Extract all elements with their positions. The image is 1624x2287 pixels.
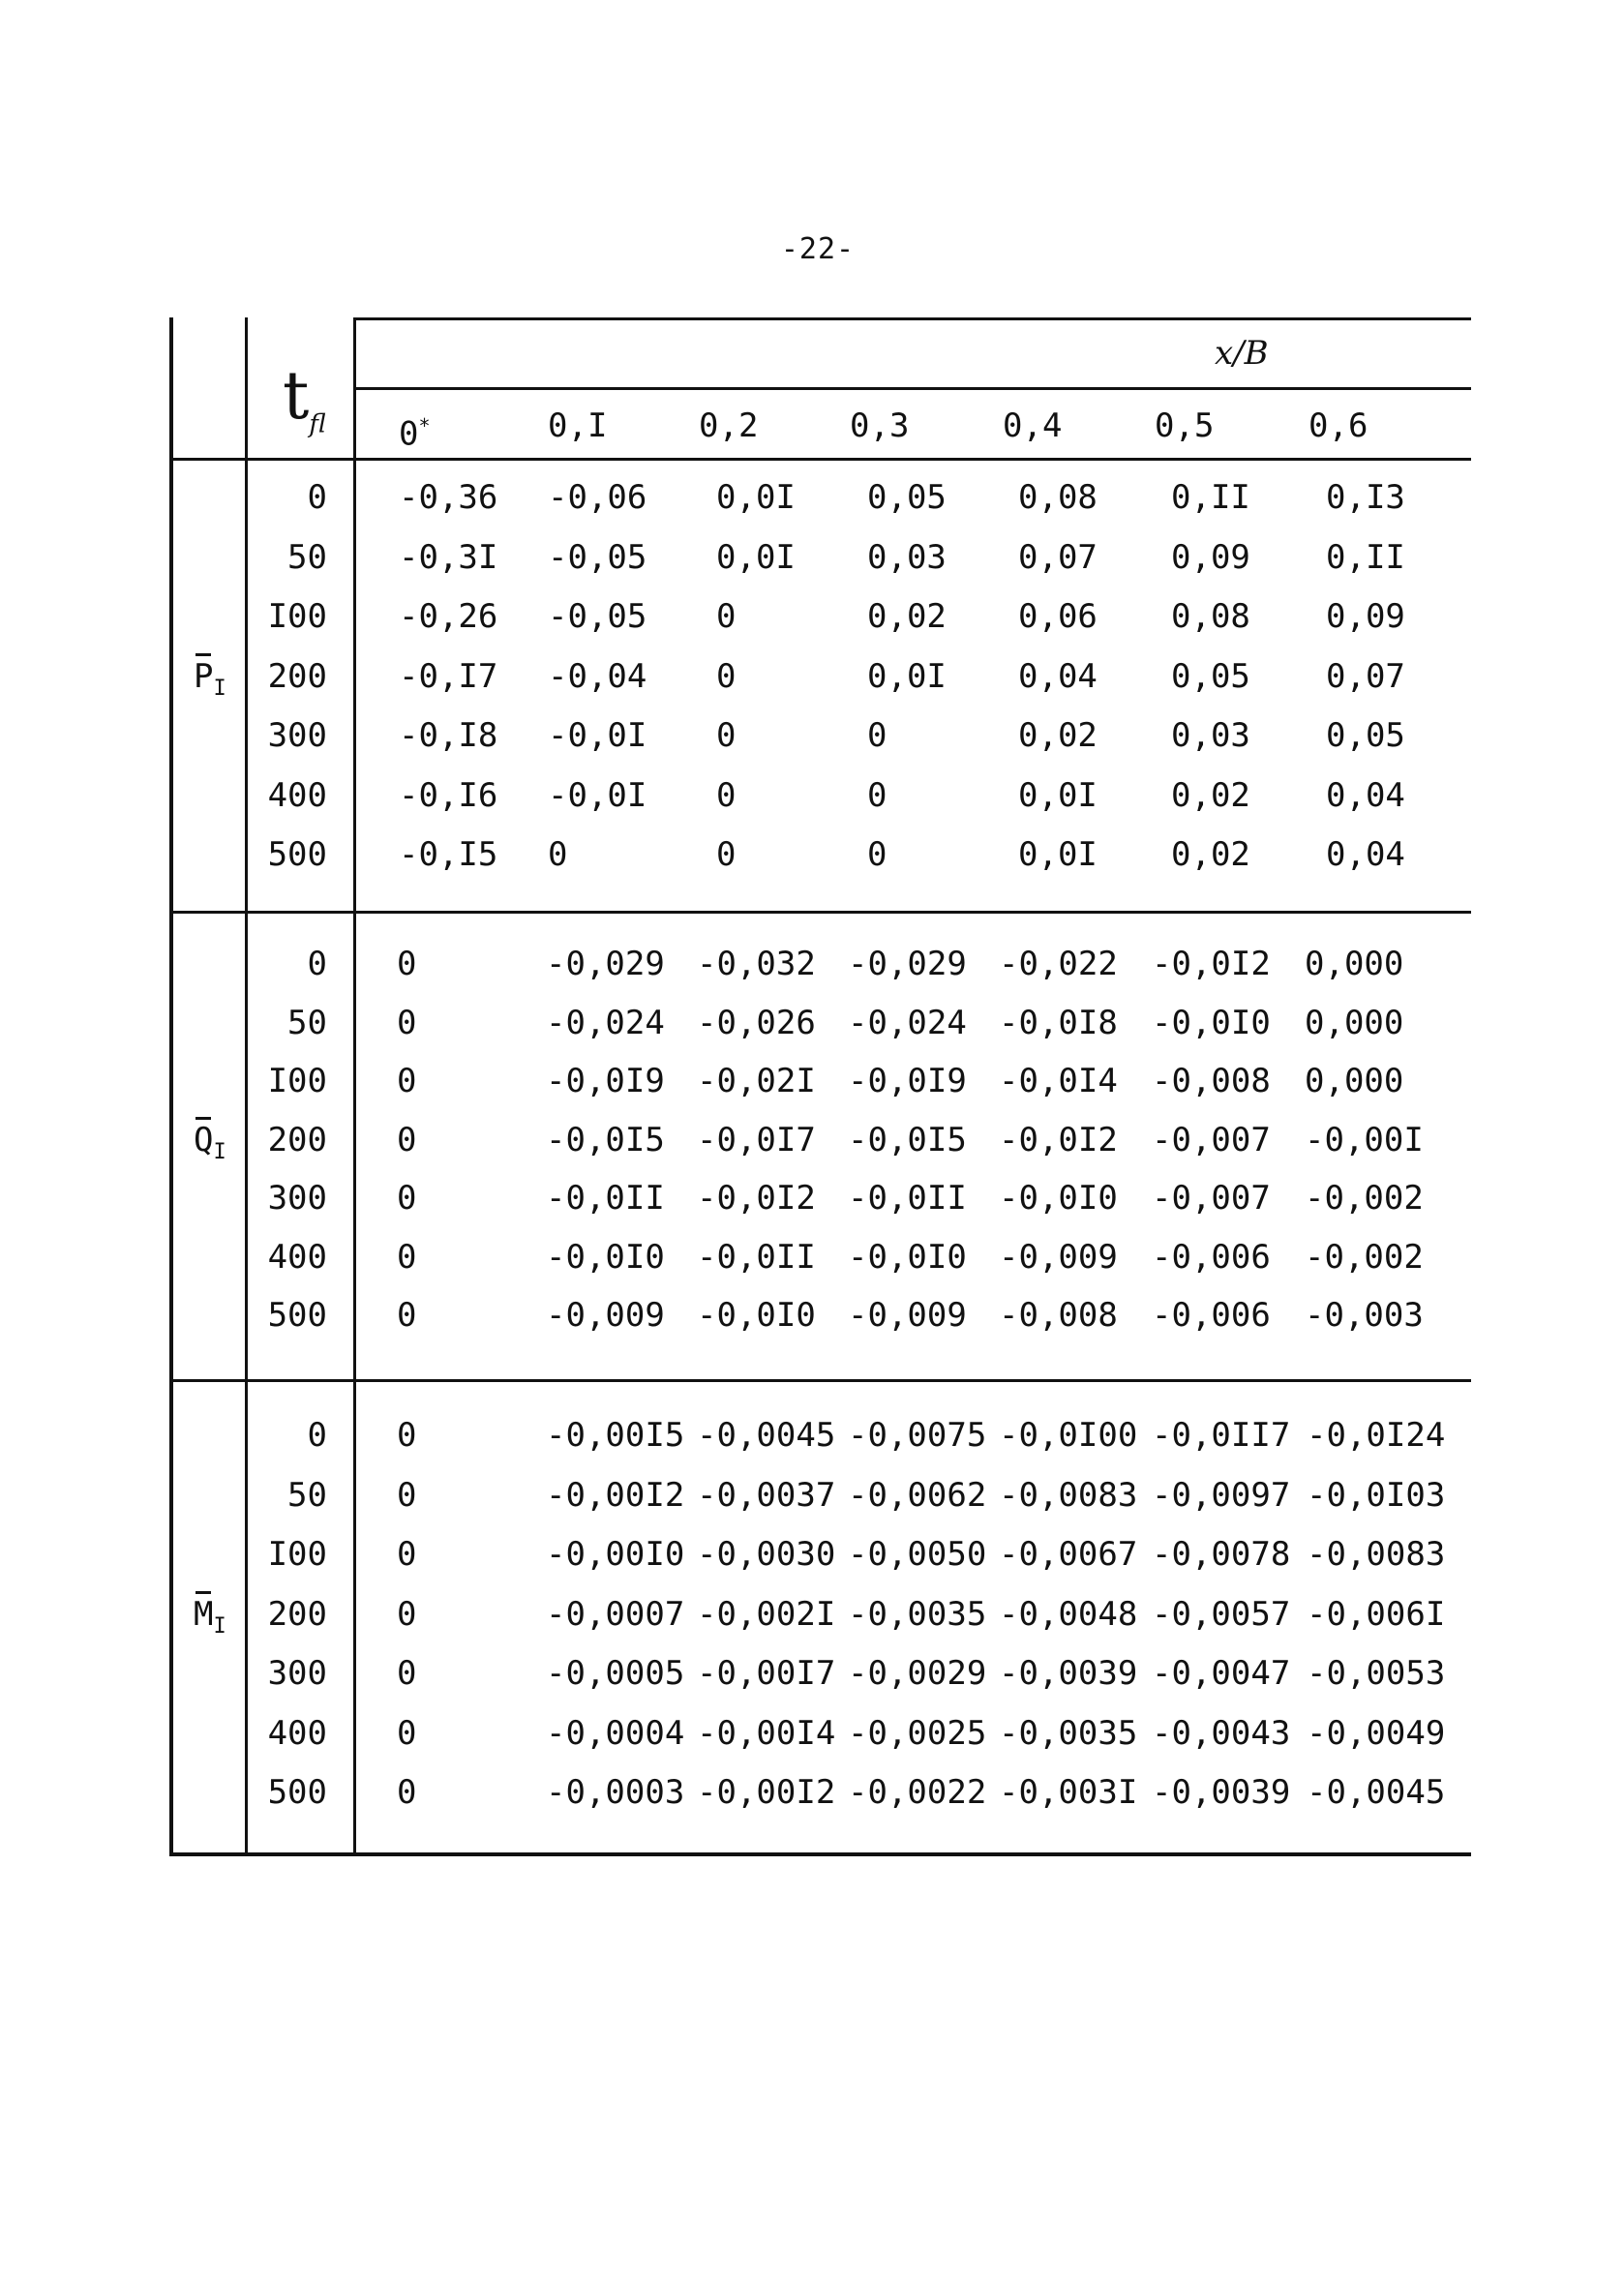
value-cell: -0,0I0: [1152, 1003, 1271, 1042]
value-cell: -0,3I: [399, 537, 498, 577]
value-cell: 0,0I: [716, 537, 796, 577]
value-cell: -0,0097: [1152, 1475, 1291, 1515]
value-cell: -0,0I0: [999, 1179, 1118, 1218]
value-cell: 0: [716, 597, 737, 636]
column-header: 0,5: [1155, 406, 1215, 445]
value-cell: 0,04: [1326, 835, 1405, 874]
value-cell: 0,II: [1171, 478, 1250, 517]
value-cell: -0,0048: [999, 1594, 1138, 1634]
value-cell: 0,000: [1305, 1062, 1404, 1100]
value-cell: -0,0I0: [697, 1296, 816, 1335]
value-cell: -0,003: [1305, 1296, 1424, 1335]
value-cell: 0: [867, 775, 887, 815]
value-cell: -0,032: [697, 945, 816, 983]
value-cell: -0,0078: [1152, 1535, 1291, 1574]
column-header: 0,3: [850, 406, 910, 445]
temperature-cell: 0: [307, 1416, 327, 1455]
table-left-border: [169, 317, 173, 1854]
value-cell: -0,0004: [546, 1713, 685, 1753]
value-cell: 0,07: [1326, 656, 1405, 696]
value-cell: 0: [548, 835, 568, 874]
value-cell: 0: [397, 1062, 417, 1100]
value-cell: 0: [397, 1003, 417, 1042]
value-cell: -0,0II: [848, 1179, 967, 1218]
column-header: 0,I: [548, 406, 608, 445]
value-cell: -0,0I: [548, 716, 647, 755]
value-cell: 0,0I: [1018, 775, 1098, 815]
value-cell: -0,26: [399, 597, 498, 636]
value-cell: -0,0I2: [999, 1120, 1118, 1159]
value-cell: -0,006I: [1307, 1594, 1446, 1634]
value-cell: -0,0005: [546, 1654, 685, 1693]
temperature-cell: I00: [267, 1062, 327, 1100]
value-cell: 0,000: [1305, 945, 1404, 983]
value-cell: 0: [867, 716, 887, 755]
value-cell: -0,008: [1152, 1062, 1271, 1100]
value-cell: -0,009: [848, 1296, 967, 1335]
value-cell: 0: [716, 775, 737, 815]
value-cell: -0,0045: [1307, 1773, 1446, 1812]
value-cell: -0,0075: [848, 1416, 987, 1455]
value-cell: -0,04: [548, 656, 647, 696]
temperature-cell: 50: [287, 537, 327, 577]
value-cell: 0: [397, 1773, 417, 1812]
value-cell: -0,0030: [697, 1535, 836, 1574]
value-cell: -0,006: [1152, 1237, 1271, 1277]
value-cell: -0,00I4: [697, 1713, 836, 1753]
value-cell: -0,007: [1152, 1179, 1271, 1218]
value-cell: -0,0II7: [1152, 1416, 1291, 1455]
group-label-m: $M_I$: [194, 1594, 226, 1639]
value-cell: -0,0I8: [999, 1003, 1118, 1042]
temperature-cell: 500: [267, 1773, 327, 1812]
value-cell: -0,0022: [848, 1773, 987, 1812]
value-cell: -0,00I2: [697, 1773, 836, 1812]
value-cell: -0,026: [697, 1003, 816, 1042]
temperature-cell: 50: [287, 1475, 327, 1515]
temperature-cell: 300: [267, 1654, 327, 1693]
value-cell: 0,02: [1171, 835, 1250, 874]
value-cell: -0,I5: [399, 835, 498, 874]
value-cell: 0: [716, 716, 737, 755]
header-subdivider: [356, 387, 1471, 390]
group-separator: [172, 1379, 1471, 1382]
page-number: -22-: [780, 232, 856, 266]
value-cell: 0,000: [1305, 1003, 1404, 1042]
temperature-cell: 300: [267, 1179, 327, 1218]
value-cell: -0,0I03: [1307, 1475, 1446, 1515]
value-cell: 0: [397, 1120, 417, 1159]
table-bottom-border: [169, 1852, 1471, 1856]
value-cell: 0,07: [1018, 537, 1098, 577]
value-cell: -0,007: [1152, 1120, 1271, 1159]
value-cell: -0,029: [848, 945, 967, 983]
x-over-b-header: x/B: [1215, 334, 1269, 373]
value-cell: 0: [397, 1296, 417, 1335]
value-cell: -0,009: [546, 1296, 665, 1335]
value-cell: -0,002: [1305, 1179, 1424, 1218]
value-cell: -0,0I5: [546, 1120, 665, 1159]
value-cell: -0,003I: [999, 1773, 1138, 1812]
temperature-cell: 400: [267, 1237, 327, 1277]
temperature-cell: 300: [267, 716, 327, 755]
value-cell: -0,02I: [697, 1062, 816, 1100]
temperature-cell: 500: [267, 1296, 327, 1335]
value-cell: -0,00I0: [546, 1535, 685, 1574]
value-cell: 0: [397, 1416, 417, 1455]
value-cell: 0,06: [1018, 597, 1098, 636]
value-cell: -0,0I24: [1307, 1416, 1446, 1455]
value-cell: 0: [867, 835, 887, 874]
temperature-cell: 400: [267, 775, 327, 815]
value-cell: -0,0062: [848, 1475, 987, 1515]
value-cell: -0,0039: [1152, 1773, 1291, 1812]
value-cell: -0,0I00: [999, 1416, 1138, 1455]
value-cell: -0,002I: [697, 1594, 836, 1634]
value-cell: -0,0067: [999, 1535, 1138, 1574]
value-cell: -0,0037: [697, 1475, 836, 1515]
value-cell: -0,008: [999, 1296, 1118, 1335]
value-cell: 0,05: [1326, 716, 1405, 755]
value-cell: -0,029: [546, 945, 665, 983]
value-cell: -0,0I2: [1152, 945, 1271, 983]
value-cell: -0,0043: [1152, 1713, 1291, 1753]
value-cell: -0,0050: [848, 1535, 987, 1574]
group-separator: [172, 911, 1471, 914]
value-cell: 0,0I: [1018, 835, 1098, 874]
value-cell: -0,36: [399, 478, 498, 517]
value-cell: 0,04: [1326, 775, 1405, 815]
column-header: 0*: [399, 414, 431, 454]
group-label-p: $P_I$: [194, 656, 226, 701]
temperature-cell: 500: [267, 835, 327, 874]
value-cell: -0,0025: [848, 1713, 987, 1753]
group-label-q: $Q_I$: [194, 1120, 226, 1164]
temperature-cell: 200: [267, 656, 327, 696]
value-cell: 0: [397, 1713, 417, 1753]
value-cell: -0,0049: [1307, 1713, 1446, 1753]
temperature-cell: I00: [267, 597, 327, 636]
value-cell: -0,0035: [999, 1713, 1138, 1753]
value-cell: 0,03: [867, 537, 947, 577]
value-cell: 0: [397, 1237, 417, 1277]
value-cell: 0,09: [1326, 597, 1405, 636]
column-header: 0,2: [699, 406, 759, 445]
value-cell: -0,0003: [546, 1773, 685, 1812]
value-cell: 0: [397, 1475, 417, 1515]
value-cell: 0,05: [867, 478, 947, 517]
value-cell: -0,006: [1152, 1296, 1271, 1335]
value-cell: 0: [397, 1535, 417, 1574]
value-cell: -0,0II: [697, 1237, 816, 1277]
temperature-cell: 200: [267, 1594, 327, 1634]
value-cell: -0,002: [1305, 1237, 1424, 1277]
value-cell: -0,0053: [1307, 1654, 1446, 1693]
value-cell: -0,0I: [548, 775, 647, 815]
value-cell: -0,022: [999, 945, 1118, 983]
value-cell: 0: [397, 1654, 417, 1693]
value-cell: 0,0I: [716, 478, 796, 517]
t-header: $t_{fl}$: [283, 358, 326, 439]
temperature-cell: 50: [287, 1003, 327, 1042]
value-cell: 0,02: [867, 597, 947, 636]
value-cell: -0,024: [848, 1003, 967, 1042]
value-cell: 0: [397, 1594, 417, 1634]
value-cell: -0,06: [548, 478, 647, 517]
value-cell: -0,05: [548, 597, 647, 636]
value-cell: -0,00I2: [546, 1475, 685, 1515]
value-cell: -0,0I7: [697, 1120, 816, 1159]
value-cell: 0,03: [1171, 716, 1250, 755]
value-cell: -0,024: [546, 1003, 665, 1042]
value-cell: -0,0039: [999, 1654, 1138, 1693]
column-header: 0,6: [1308, 406, 1368, 445]
value-cell: -0,0I9: [848, 1062, 967, 1100]
value-cell: -0,0I5: [848, 1120, 967, 1159]
value-cell: -0,0I0: [546, 1237, 665, 1277]
value-cell: -0,0083: [999, 1475, 1138, 1515]
value-cell: 0,02: [1018, 716, 1098, 755]
value-cell: 0,0I: [867, 656, 947, 696]
value-cell: 0: [397, 945, 417, 983]
temperature-cell: 0: [307, 945, 327, 983]
t-column-divider: [353, 317, 356, 1854]
temperature-cell: I00: [267, 1535, 327, 1574]
value-cell: -0,0083: [1307, 1535, 1446, 1574]
value-cell: -0,009: [999, 1237, 1118, 1277]
value-cell: 0: [397, 1179, 417, 1218]
value-cell: -0,I7: [399, 656, 498, 696]
value-cell: -0,0057: [1152, 1594, 1291, 1634]
value-cell: -0,0I4: [999, 1062, 1118, 1100]
value-cell: 0,02: [1171, 775, 1250, 815]
value-cell: -0,00I: [1305, 1120, 1424, 1159]
value-cell: 0,05: [1171, 656, 1250, 696]
temperature-cell: 400: [267, 1713, 327, 1753]
value-cell: 0,II: [1326, 537, 1405, 577]
column-header: 0,4: [1003, 406, 1063, 445]
temperature-cell: 0: [307, 478, 327, 517]
value-cell: 0,I3: [1326, 478, 1405, 517]
table-top-border: [353, 317, 1471, 320]
value-cell: 0,09: [1171, 537, 1250, 577]
value-cell: -0,0I9: [546, 1062, 665, 1100]
value-cell: -0,I8: [399, 716, 498, 755]
header-bottom-border: [172, 458, 1471, 461]
value-cell: -0,I6: [399, 775, 498, 815]
value-cell: 0,08: [1171, 597, 1250, 636]
value-cell: 0,08: [1018, 478, 1098, 517]
value-cell: -0,0I2: [697, 1179, 816, 1218]
value-cell: -0,00I5: [546, 1416, 685, 1455]
temperature-cell: 200: [267, 1120, 327, 1159]
value-cell: -0,05: [548, 537, 647, 577]
value-cell: -0,0045: [697, 1416, 836, 1455]
value-cell: -0,0035: [848, 1594, 987, 1634]
value-cell: 0,04: [1018, 656, 1098, 696]
value-cell: 0: [716, 835, 737, 874]
value-cell: -0,0I0: [848, 1237, 967, 1277]
value-cell: -0,0007: [546, 1594, 685, 1634]
value-cell: 0: [716, 656, 737, 696]
value-cell: -0,0II: [546, 1179, 665, 1218]
value-cell: -0,0029: [848, 1654, 987, 1693]
value-cell: -0,0047: [1152, 1654, 1291, 1693]
value-cell: -0,00I7: [697, 1654, 836, 1693]
